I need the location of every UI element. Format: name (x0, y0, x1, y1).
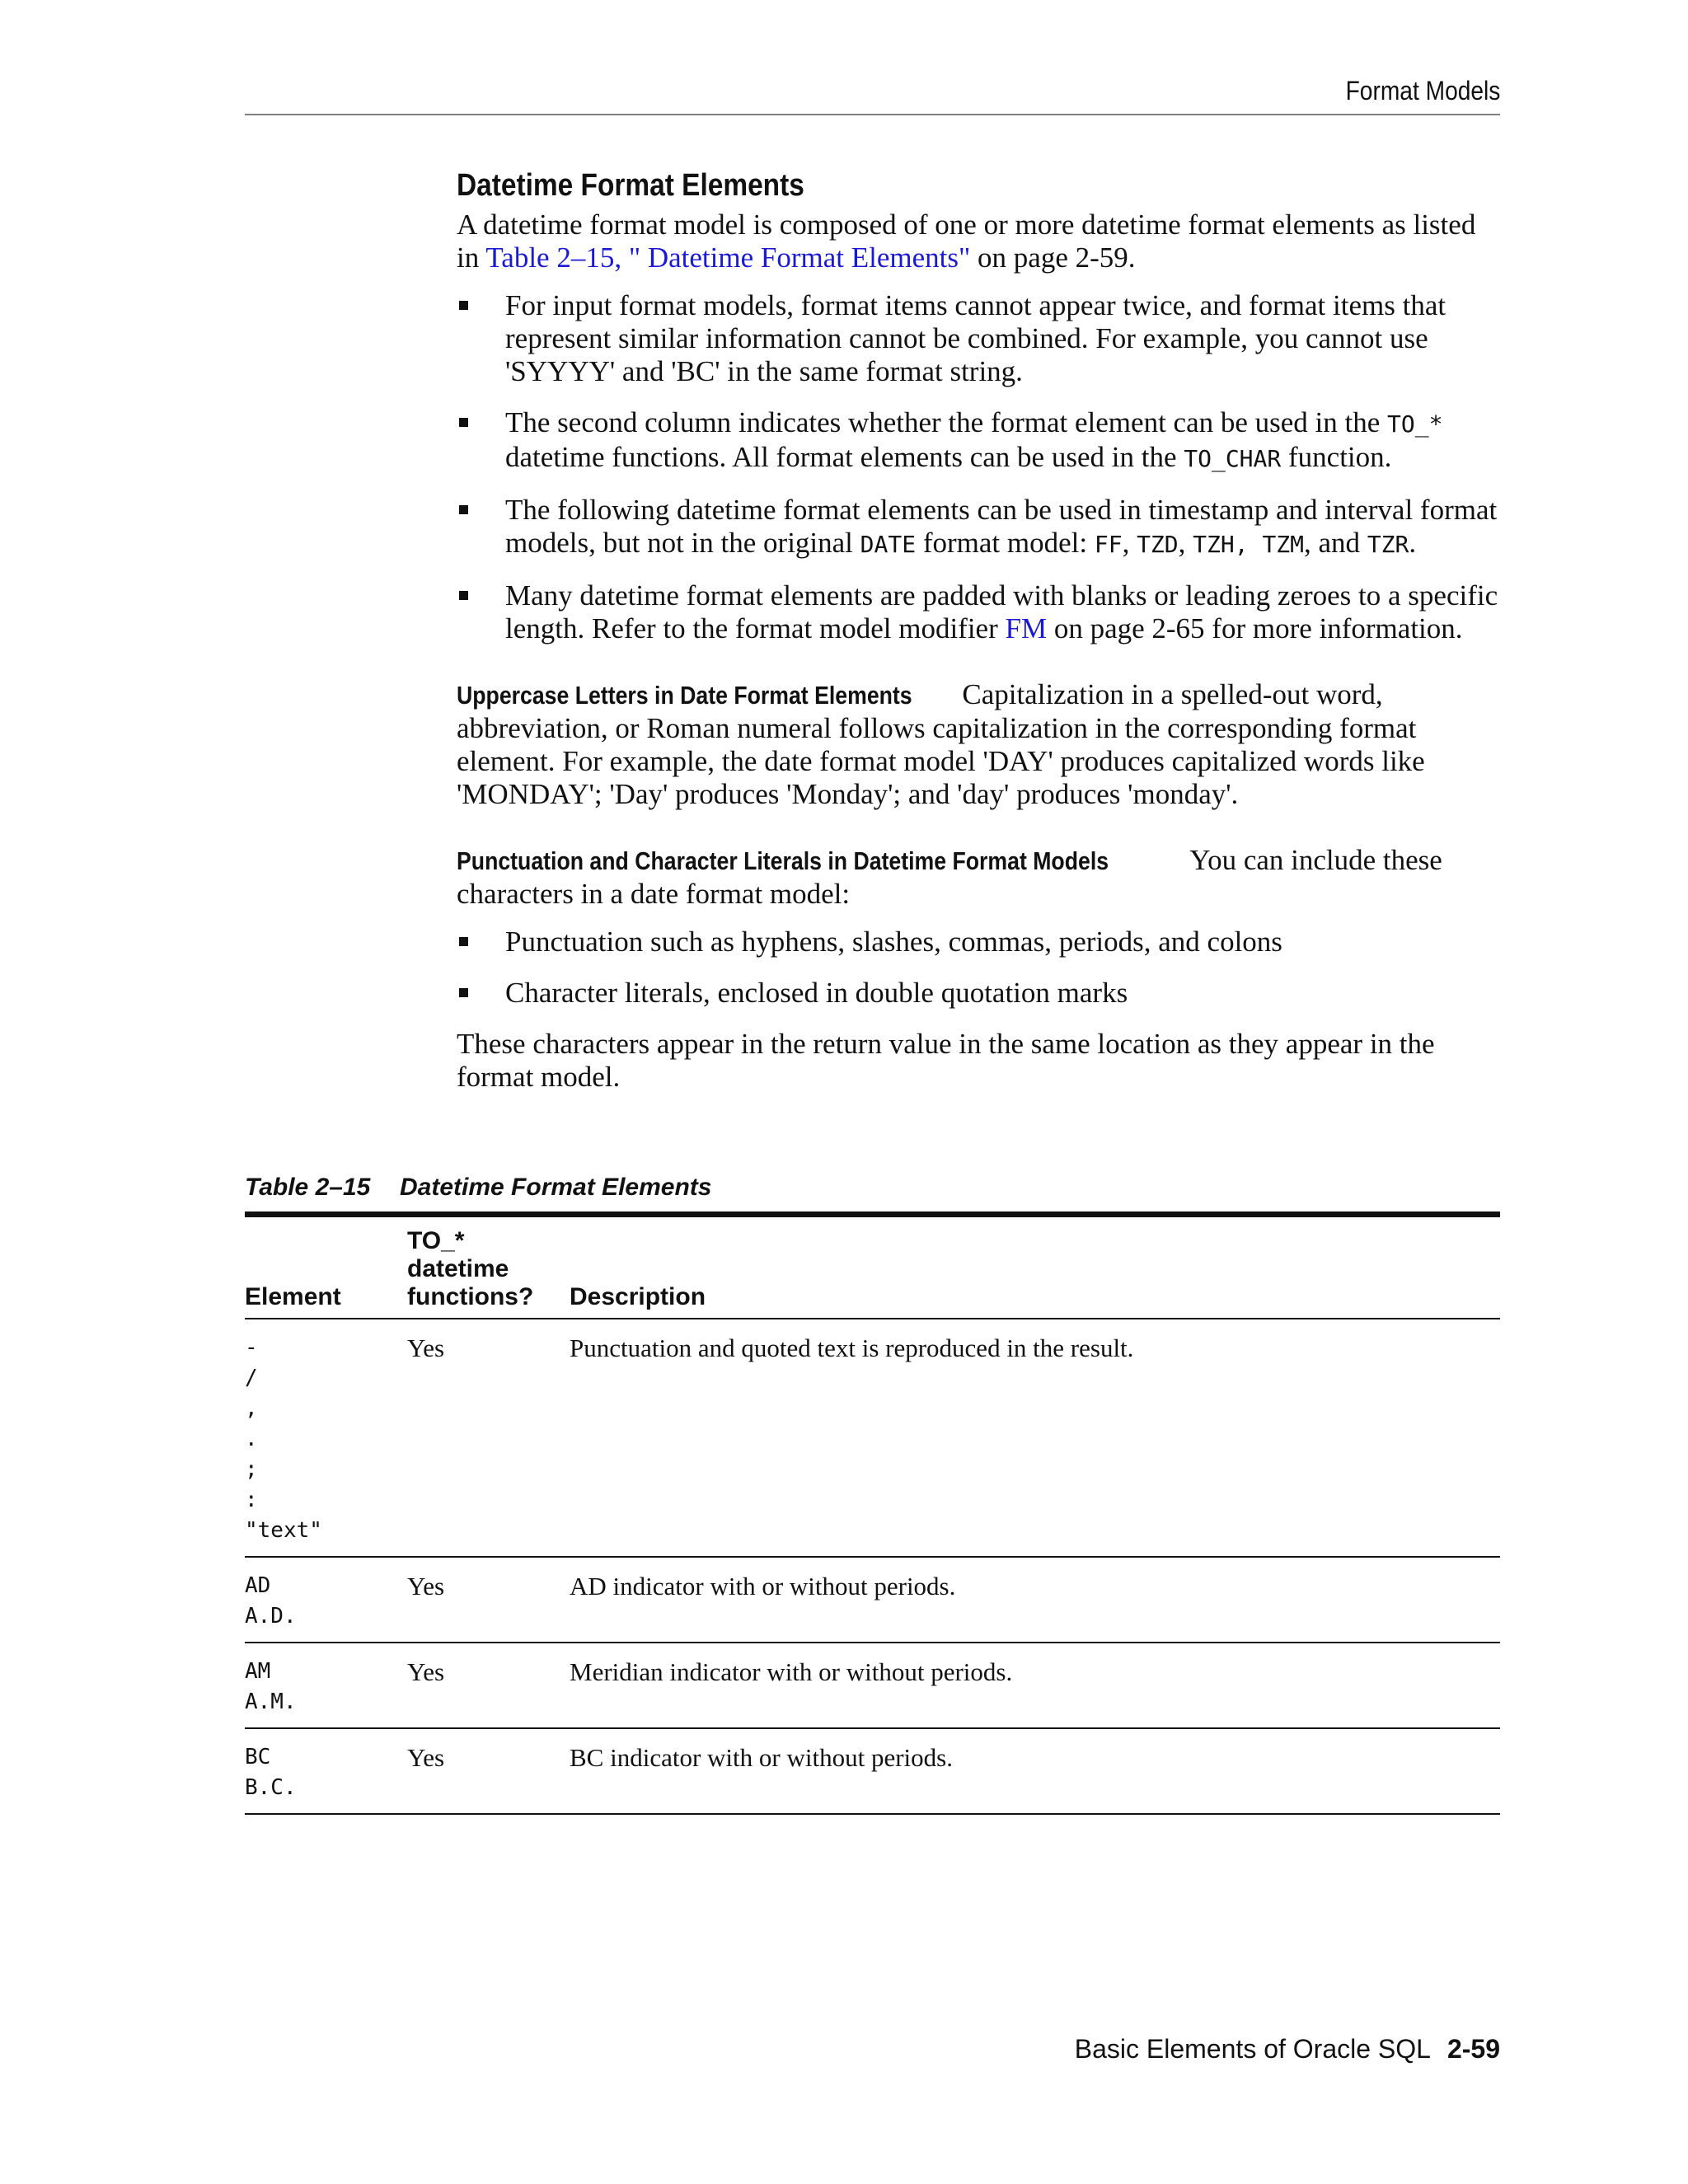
uppercase-heading: Uppercase Letters in Date Format Elements (457, 681, 912, 710)
table-row (245, 1557, 1500, 1643)
description-cell: Punctuation and quoted text is reproduced in the result. (570, 1319, 1500, 1557)
punctuation-heading: Punctuation and Character Literals in Datetime Format Models (457, 846, 1109, 875)
element-value: : (245, 1488, 258, 1512)
footer-page-number: 2-59 (1447, 2034, 1500, 2064)
header-to-line: functions? (407, 1283, 534, 1310)
main-content (457, 169, 1500, 1094)
bullet-text: The following datetime format elements can be used in timestamp and interval format models, but not in the original (505, 494, 1498, 559)
element-value: - (245, 1335, 258, 1360)
element-value: BC (245, 1745, 271, 1769)
list-item (457, 977, 1500, 1010)
running-header (245, 73, 1500, 115)
table-caption-number: Table 2–15 (245, 1174, 371, 1201)
element-value: ; (245, 1457, 258, 1482)
to-cell: Yes (407, 1643, 570, 1728)
uppercase-paragraph (457, 678, 1500, 811)
header-to-line: datetime (407, 1255, 509, 1282)
bullet-text: on page 2-65 for more information. (1047, 612, 1463, 644)
format-rules-list (457, 289, 1500, 645)
description-cell: Meridian indicator with or without periods. (570, 1643, 1500, 1728)
list-item (457, 579, 1500, 645)
description-cell: AD indicator with or without periods. (570, 1557, 1500, 1643)
bullet-square-icon (459, 505, 468, 514)
punctuation-list (457, 926, 1500, 1010)
separator: . (1409, 527, 1417, 559)
intro-paragraph (457, 209, 1500, 274)
to-cell: Yes (407, 1557, 570, 1643)
element-value: A.D. (245, 1604, 297, 1629)
intro-text: A datetime format model is composed of one or more datetime format elements as listed in (457, 209, 1476, 274)
description-cell: BC indicator with or without periods. (570, 1728, 1500, 1814)
list-item (457, 406, 1500, 476)
bullet-text: For input format models, format items cannot appear twice, and format items that represent similar information cannot be combined. For example, you cannot use 'SYYYY' and 'BC' in the same format string. (505, 289, 1447, 387)
code-tzh-tzm: TZH, TZM (1193, 531, 1305, 558)
code-tzd: TZD (1137, 531, 1179, 558)
table-caption (245, 1174, 711, 1202)
element-value: AD (245, 1573, 271, 1598)
intro-text-end: on page 2-59. (970, 241, 1136, 274)
element-value: AM (245, 1659, 271, 1684)
element-cell (245, 1643, 407, 1728)
header-description: Description (570, 1215, 1500, 1319)
element-value: A.M. (245, 1690, 297, 1714)
element-value: B.C. (245, 1775, 297, 1800)
table-header-row (245, 1215, 1500, 1319)
page-footer (1075, 2034, 1500, 2064)
table-caption-title: Datetime Format Elements (400, 1174, 712, 1201)
bullet-text: datetime functions. All format elements can be used in the (505, 441, 1184, 473)
code-to-star: TO_* (1387, 410, 1443, 438)
header-element: Element (245, 1215, 407, 1319)
bullet-text: Character literals, enclosed in double quotation marks (505, 977, 1128, 1009)
to-cell: Yes (407, 1319, 570, 1557)
table-link[interactable]: Table 2–15, " Datetime Format Elements" (485, 241, 971, 274)
bullet-text: The second column indicates whether the format element can be used in the (505, 406, 1388, 438)
footer-book-title: Basic Elements of Oracle SQL (1074, 2034, 1431, 2064)
list-item (457, 926, 1500, 958)
punctuation-paragraph (457, 844, 1500, 911)
bullet-square-icon (459, 591, 468, 600)
element-cell (245, 1319, 407, 1557)
code-to-char: TO_CHAR (1184, 445, 1282, 472)
code-tzr: TZR (1367, 531, 1409, 558)
list-item (457, 494, 1500, 561)
element-value: "text" (245, 1518, 322, 1543)
bullet-text: format model: (916, 527, 1095, 559)
header-to-line: TO_* (407, 1227, 465, 1254)
bullet-square-icon (459, 418, 468, 427)
header-to-functions (407, 1215, 570, 1319)
element-value: , (245, 1396, 258, 1421)
code-ff: FF (1094, 531, 1123, 558)
element-cell (245, 1728, 407, 1814)
separator: , and (1304, 527, 1367, 559)
header-title: Format Models (1345, 76, 1500, 105)
list-item (457, 289, 1500, 388)
bullet-square-icon (459, 988, 468, 997)
code-date: DATE (860, 531, 917, 558)
bullet-square-icon (459, 301, 468, 310)
bullet-text: Punctuation such as hyphens, slashes, commas, periods, and colons (505, 926, 1282, 958)
bullet-text: Many datetime format elements are padded with blanks or leading zeroes to a specific length. Refer to the format model modifier (505, 579, 1498, 644)
datetime-format-table (245, 1212, 1500, 1815)
section-heading: Datetime Format Elements (457, 168, 804, 203)
element-value: / (245, 1366, 258, 1390)
element-value: . (245, 1427, 258, 1451)
separator: , (1178, 527, 1193, 559)
table-row (245, 1319, 1500, 1557)
table-row (245, 1728, 1500, 1814)
element-cell (245, 1557, 407, 1643)
table-row (245, 1643, 1500, 1728)
bullet-square-icon (459, 937, 468, 946)
fm-link[interactable]: FM (1005, 612, 1048, 644)
to-cell: Yes (407, 1728, 570, 1814)
uppercase-text: Capitalization in a spelled-out word, abbreviation, or Roman numeral follows capitalization in the corresponding format element. For example, the date format model 'DAY' produces capitalized words like 'MONDAY'; 'Day' produces 'Monday'; and 'day' produces 'monday'. (457, 678, 1425, 810)
separator: , (1122, 527, 1137, 559)
closing-paragraph: These characters appear in the return value in the same location as they appear in the format model. (457, 1028, 1435, 1093)
punctuation-text: You can include these characters in a date format model: (457, 844, 1442, 910)
bullet-text: function. (1281, 441, 1392, 473)
